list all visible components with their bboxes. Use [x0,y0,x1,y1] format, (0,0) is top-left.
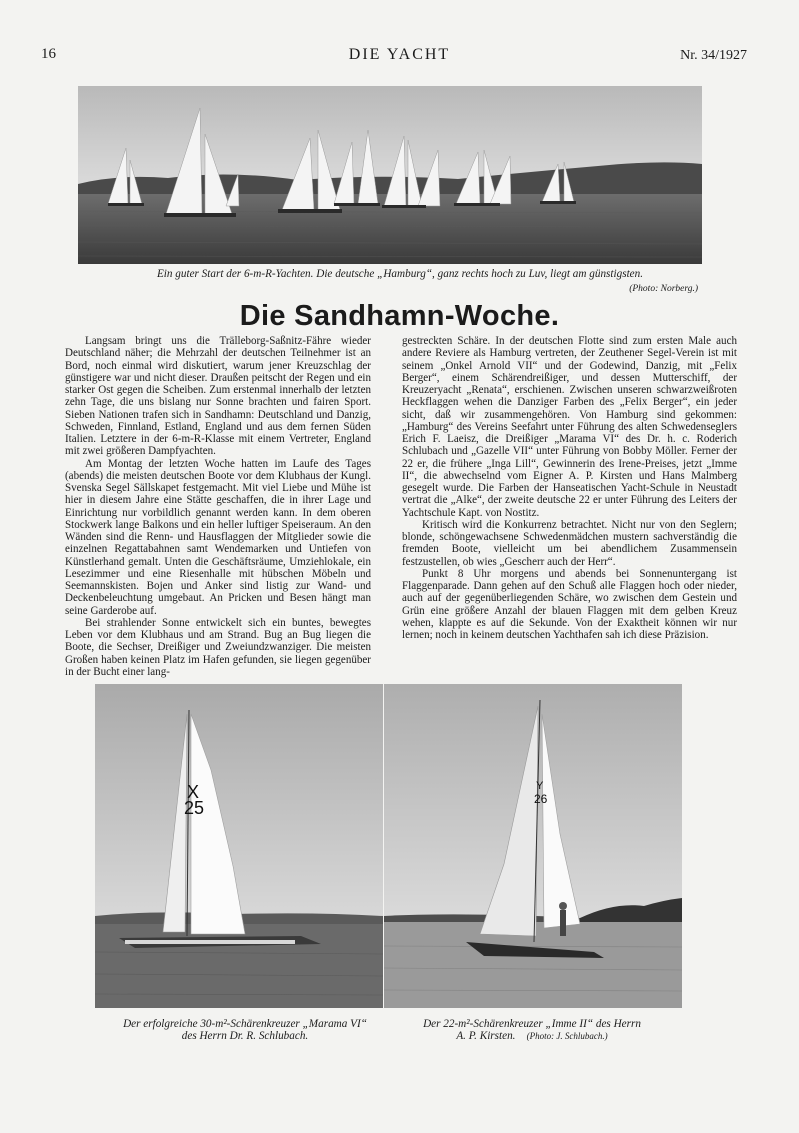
top-photo-caption: Ein guter Start der 6-m-R-Yachten. Die deutsche „Hamburg“, ganz rechts hoch zu Luv, liegt am günstigsten. [156,268,644,280]
sail-number: 26 [534,792,548,806]
page-number: 16 [41,46,56,62]
imme-ii-photo [384,684,682,1008]
regatta-start-photo [78,86,702,264]
sail-number: 25 [184,798,205,818]
article-right-column [402,335,737,641]
sail-letter: Y [536,780,544,792]
paragraph: Bei strahlender Sonne entwickelt sich ein buntes, bewegtes Leben vor dem Klubhaus und am Strand. Bug an Bug liegen die Boote, die Sechser, Dreißiger und Zweiundzwanziger. Die meisten Großen haben keinen Platz im Hafen gefunden, sie liegen gegenüber in der Bucht einer lang- [65,616,371,678]
paragraph: Kritisch wird die Konkurrenz betrachtet. Nicht nur von den Seglern; blonde, schöngewachsene Schwedenmädchen mustern sachverständig die fremden Boote, vielleicht um bei abendlichem Zusammensein festzustellen, ob wies „Gescherr auch der Herr“. [402,518,737,568]
caption-line: des Herrn Dr. R. Schlubach. [181,1030,309,1042]
running-title: DIE YACHT [348,46,451,63]
marama-vi-caption [90,1018,400,1042]
imme-ii-caption [392,1018,672,1042]
paragraph: Punkt 8 Uhr morgens und abends bei Sonnenuntergang ist Flaggenparade. Dann gehen auf den Schuß alle Flaggen hoch oder nieder, auch auf der gegenüberliegenden Schäre, wo zwischen dem Gestein und Grün eine größere Anzahl der blauen Flaggen mit dem gelben Kreuz wehen, klappte es auf die Sekunde. Von der Exaktheit können wir nur lernen; noch in keinem deutschen Yachthafen sah ich diese Präzision. [402,567,737,641]
caption-line: A. P. Kirsten. [456,1030,516,1042]
caption-line: Der 22-m²-Schärenkreuzer „Imme II“ des Herrn [423,1018,641,1030]
caption-line: Der erfolgreiche 30-m²-Schärenkreuzer „Marama VI“ [123,1018,367,1030]
paragraph: gestreckten Schäre. In der deutschen Flotte sind zum ersten Male auch andere Reviere als Hamburg vertreten, der Zeuthener Segel-Verein ist mit seinem „Onkel Arnold VII“ und der Godewind, Danzig, mit „Felix Berger“, einem Schärendreißiger, und dessen Mutterschiff, der Kreuzeryacht „Renata“, erschienen. Zwischen unseren schwarzweißroten Heckflaggen wehen die Danziger Farben des „Felix Berger“, ein jeder sicht, daß wir zusammengehören. Von Hamburg sind gekommen: „Hamburg“ des Vereins Seefahrt unter Führung des alten Schwedenseglers Erich F. Laeisz, die Dreißiger „Marama VI“ des Dr. h. c. Roderich Schlubach und „Gazelle VII“ unter Führung von Bobby Möller. Ferner der 22 er, die frühere „Inga Lill“, Gewinnerin des Irene-Preises, jetzt „Imme II“, die abwechselnd vom Eigner A. P. Kirsten und Hans Malmberg gesegelt wurde. Die Farben der Hanseatischen Yacht-Schule in Neustadt vertrat die „Alke“, der zweite deutsche 22 er unter Führung des Leiters der Yachtschule Kapt. von Nostitz. [402,335,737,519]
photo-credit: (Photo: J. Schlubach.) [526,1031,608,1041]
paragraph: Am Montag der letzten Woche hatten im Laufe des Tages (abends) die meisten deutschen Boote vor dem Klubhaus der Kungl. Svenska Segel Sällskapet festgemacht. Mit viel Liebe und Mühe ist hier in diesem Jahre eine Stätte geschaffen, die in ihrer Lage und Einrichtung nur vorbildlich genannt werden kann. In dem oberen Stockwerk lange Balkons und ein heller luftiger Speiseraum. An den Wänden sind die Renn- und Hausflaggen der Mitglieder sowie die einzelnen Regattabahnen samt Wendemarken und Untiefen von Künstlerhand gemalt. Unten die Geschäftsräume, Umziehlokale, ein Lesezimmer und eine Riesenhalle mit hübschen Möbeln und Seemannskisten. Bojen und Anker sind listig zur Wand- und Deckenbeleuchtung umgebaut. An Pricken und Besen hängt man seine Garderobe auf. [65,457,371,617]
paragraph: Langsam bringt uns die Trälleborg-Saßnitz-Fähre wieder Deutschland näher; die Mehrzahl der deutschen Teilnehmer ist an Bord, noch einmal wird diskutiert, warum jener Kreuzschlag der günstigere war und nicht dieser. Draußen peitscht der Regen und ein starker Ost gegen die Scheiben. Zum erstenmal innerhalb der letzten zehn Tage, die uns bislang nur Sonne brachten und fairen Sport. Sieben Nationen trafen sich in Sandhamn: Deutschland und Danzig, Schweden, Finnland, Estland, England und aus dem fernen Süden Italien. Letztere in der 6-m-R-Klasse mit einem Vertreter, England mit zwei größeren Dampfyachten. [65,335,371,458]
article-title: Die Sandhamn-Woche. [239,300,560,332]
issue-number: Nr. 34/1927 [680,48,747,63]
sail-letter: X [187,782,200,802]
article-left-column [65,335,371,678]
marama-vi-photo [95,684,383,1008]
top-photo-credit: (Photo: Norberg.) [629,284,698,294]
